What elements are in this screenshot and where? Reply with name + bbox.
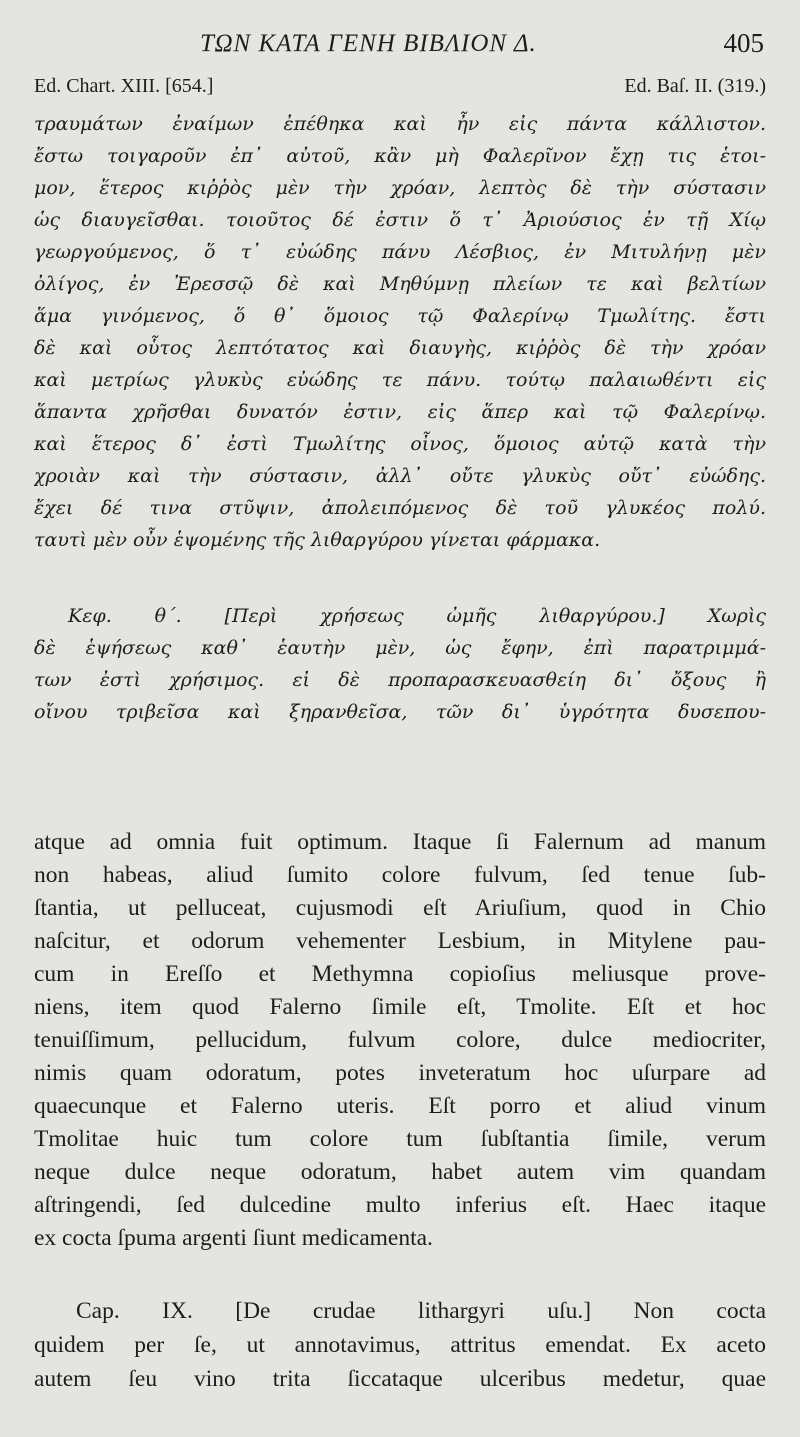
greek-line: οἴνου τριβεῖσα καὶ ξηρανθεῖσα, τῶν δι᾽ ὑγρότητα δυσεπου-	[34, 701, 766, 723]
greek-line: ταυτὶ μὲν οὖν ἑψομένης τῆς λιθαργύρου γίνεται φάρμακα.	[34, 529, 601, 551]
latin-line: non habeas, aliud ſumito colore fulvum, ſed tenue ſub-	[34, 862, 766, 888]
greek-chapter-block	[34, 600, 766, 728]
latin-line: neque dulce neque odoratum, habet autem vim quandam	[34, 1159, 766, 1185]
greek-line: ὀλίγος, ἐν Ἐρεσσῷ δὲ καὶ Μηθύμνῃ πλείων τε καὶ βελτίων	[34, 273, 766, 295]
latin-line: Tmolitae huic tum colore tum ſubſtantia ſimile, verum	[34, 1126, 766, 1152]
latin-line: naſcitur, et odorum vehementer Lesbium, in Mitylene pau-	[34, 928, 766, 954]
greek-line: καὶ ἕτερος δ᾽ ἐστὶ Τμωλίτης οἶνος, ὅμοιος αὐτῷ κατὰ τὴν	[34, 433, 766, 455]
edition-basel-ref: Ed. Baſ. II. (319.)	[624, 75, 766, 97]
greek-line: χροιὰν καὶ τὴν σύστασιν, ἀλλ᾽ οὔτε γλυκὺς οὔτ᾽ εὐώδης.	[34, 465, 766, 487]
greek-line: των ἐστὶ χρήσιμος. εἰ δὲ προπαρασκευασθείη δι᾽ ὄξους ἢ	[34, 669, 766, 691]
greek-line: ἅμα γινόμενος, ὅ θ᾽ ὅμοιος τῷ Φαλερίνῳ Τμωλίτης. ἔστι	[34, 305, 766, 327]
latin-line: autem ſeu vino trita ſiccataque ulceribus medetur, quae	[34, 1366, 766, 1392]
greek-line: μον, ἕτερος κιῤῥὸς μὲν τὴν χρόαν, λεπτὸς δὲ τὴν σύστασιν	[34, 177, 766, 199]
greek-line: γεωργούμενος, ὅ τ᾽ εὐώδης πάνυ Λέσβιος, ἐν Μιτυλήνῃ μὲν	[34, 241, 766, 263]
greek-line: ὡς διαυγεῖσθαι. τοιοῦτος δέ ἐστιν ὅ τ᾽ Ἀριούσιος ἐν τῇ Χίῳ	[34, 209, 766, 231]
latin-line: niens, item quod Falerno ſimile eſt, Tmolite. Eſt et hoc	[34, 994, 766, 1020]
latin-line: ex cocta ſpuma argenti ſiunt medicamenta.	[34, 1225, 433, 1251]
latin-chapter-block	[34, 1294, 766, 1396]
greek-text-block	[34, 108, 766, 556]
page-number: 405	[723, 28, 764, 58]
greek-line: ἅπαντα χρῆσθαι δυνατόν ἐστιν, εἰς ἅπερ καὶ τῷ Φαλερίνῳ.	[34, 401, 766, 423]
latin-line: tenuiſſimum, pellucidum, fulvum colore, dulce mediocriter,	[34, 1027, 766, 1053]
greek-line: καὶ μετρίως γλυκὺς εὐώδης τε πάνυ. τούτῳ παλαιωθέντι εἰς	[34, 369, 766, 391]
greek-chapter-heading-line: Κεφ. θ΄. [Περὶ χρήσεως ὠμῆς λιθαργύρου.] Χωρὶς	[68, 605, 766, 627]
latin-line: nimis quam odoratum, potes inveteratum hoc uſurpare ad	[34, 1060, 766, 1086]
latin-line: atque ad omnia fuit optimum. Itaque ſi Falernum ad manum	[34, 829, 766, 855]
latin-line: quaecunque et Falerno uteris. Eſt porro et aliud vinum	[34, 1093, 766, 1119]
latin-line: cum in Ereſſo et Methymna copioſius meliusque prove-	[34, 961, 766, 987]
greek-line: ἔχει δέ τινα στῦψιν, ἀπολειπόμενος δὲ τοῦ γλυκέος πολύ.	[34, 497, 766, 519]
latin-line: aſtringendi, ſed dulcedine multo inferius eſt. Haec itaque	[34, 1192, 766, 1218]
edition-chartier-ref: Ed. Chart. XIII. [654.]	[34, 75, 214, 97]
greek-line: δὲ καὶ οὗτος λεπτότατος καὶ διαυγὴς, κιῤῥὸς δὲ τὴν χρόαν	[34, 337, 766, 359]
latin-line: ſtantia, ut pelluceat, cujusmodi eſt Ariuſium, quod in Chio	[34, 895, 766, 921]
page-header	[0, 30, 800, 64]
greek-line: τραυμάτων ἐναίμων ἐπέθηκα καὶ ἦν εἰς πάντα κάλλιστον.	[34, 113, 766, 135]
greek-line: δὲ ἑψήσεως καθ᾽ ἑαυτὴν μὲν, ὡς ἔφην, ἐπὶ παρατριμμά-	[34, 637, 766, 659]
greek-line: ἔστω τοιγαροῦν ἐπ᾽ αὐτοῦ, κἂν μὴ Φαλερῖνον ἔχῃ τις ἑτοι-	[34, 145, 766, 167]
latin-line: quidem per ſe, ut annotavimus, attritus emendat. Ex aceto	[34, 1332, 766, 1358]
latin-text-block	[34, 826, 766, 1255]
edition-references	[34, 75, 766, 103]
latin-chapter-heading-line: Cap. IX. [De crudae lithargyri uſu.] Non cocta	[76, 1298, 766, 1324]
running-title: ΤΩΝ ΚΑΤΑ ΓΕΝΗ ΒΙΒΛΙΟΝ Δ.	[200, 30, 537, 57]
